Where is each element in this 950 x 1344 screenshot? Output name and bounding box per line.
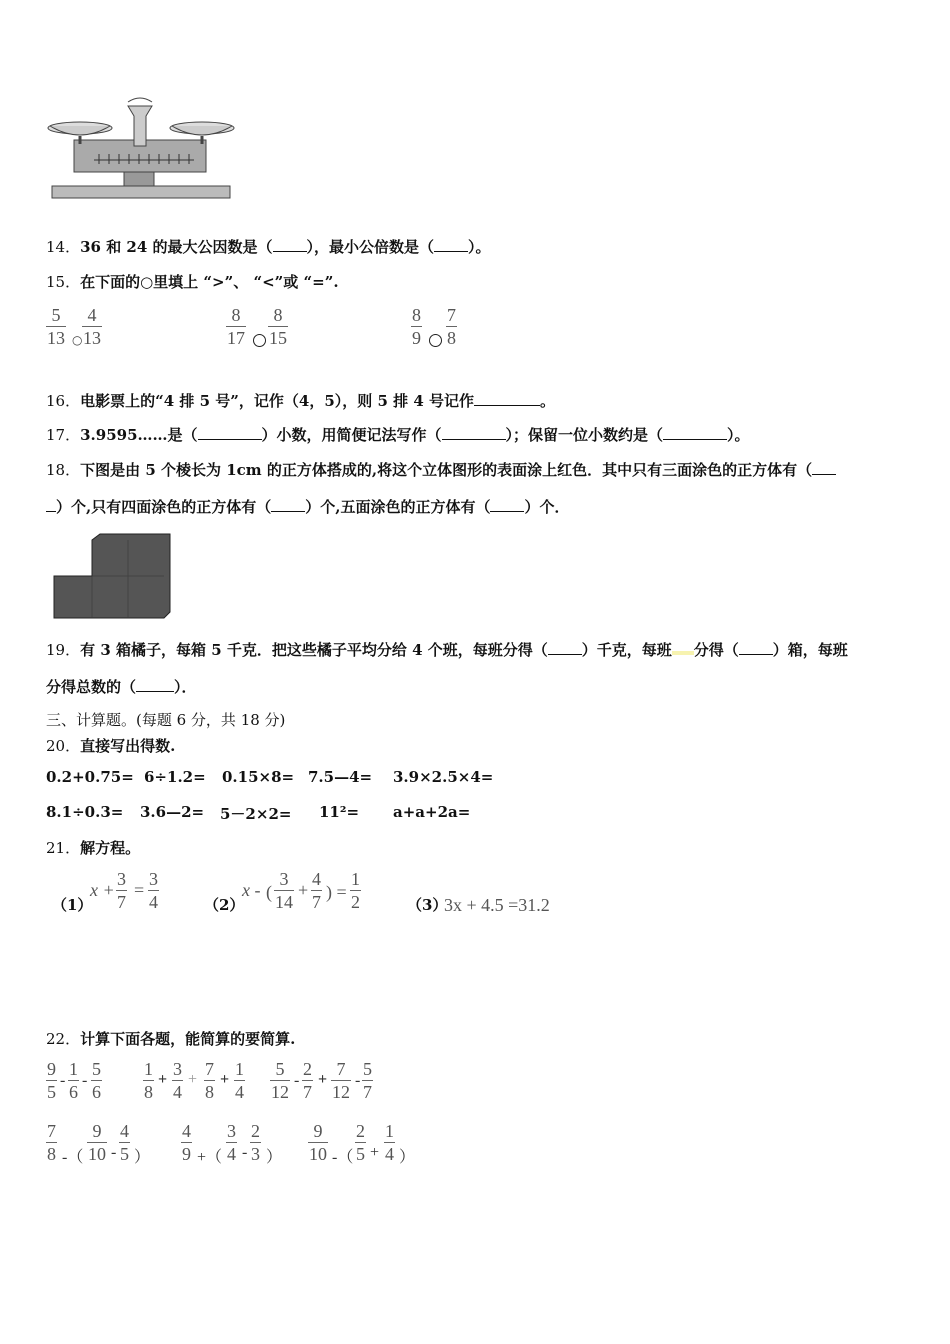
question-19-line-1: 19．有 3 箱橘子，每箱 5 千克．把这些橘子平均分给 4 个班，每班分得（ ）千克，每班 分得（ ）箱，每班 [46, 641, 848, 659]
operator: + [158, 1071, 168, 1088]
fraction: $\frac{3}{4}$ [173, 1059, 182, 1102]
answer-blank[interactable] [663, 426, 727, 440]
answer-blank[interactable] [273, 238, 307, 252]
calc-item: 5－2×2= [220, 805, 292, 823]
fraction: $\frac{3}{4}$ [149, 869, 158, 912]
compare-circle[interactable] [429, 334, 442, 347]
fraction: $\frac{8}{9}$ [412, 305, 421, 348]
fraction: $\frac{5}{12}$ [271, 1059, 289, 1102]
fraction: $\frac{3}{7}$ [117, 869, 126, 912]
fraction: $\frac{2}{7}$ [303, 1059, 312, 1102]
fraction: $\frac{7}{8}$ [205, 1059, 214, 1102]
operator: + [318, 1071, 328, 1088]
equation-label: （1） [52, 896, 93, 914]
fraction: $\frac{5}{6}$ [92, 1059, 101, 1102]
answer-blank[interactable] [548, 641, 582, 655]
calc-item: 0.2+0.75= [46, 768, 134, 786]
fraction: $\frac{7}{12}$ [332, 1059, 350, 1102]
calc-item: 3.9×2.5×4= [393, 768, 494, 786]
fraction: $\frac{1}{4}$ [385, 1121, 394, 1164]
compare-circle[interactable]: ○ [72, 333, 83, 347]
answer-blank[interactable] [271, 498, 305, 512]
question-20: 20．直接写出得数. [46, 737, 176, 755]
fraction: $\frac{1}{2}$ [351, 869, 360, 912]
question-19-line-2: 分得总数的（ ）． [46, 678, 197, 696]
fraction: $\frac{7}{8}$ [47, 1121, 56, 1164]
fraction: $\frac{4}{7}$ [312, 869, 321, 912]
question-14: 14．36 和 24 的最大公因数是（ ），最小公倍数是（ ）。 [46, 238, 491, 256]
question-18-line-2: ）个,只有四面涂色的正方体有（ ）个,五面涂色的正方体有（ ）个． [46, 496, 569, 517]
operator: + [220, 1071, 230, 1088]
answer-blank[interactable] [490, 498, 524, 512]
equation-term: x - [242, 880, 261, 900]
answer-blank[interactable] [136, 678, 174, 692]
answer-blank[interactable] [434, 238, 468, 252]
fraction: $\frac{2}{5}$ [356, 1121, 365, 1164]
answer-blank[interactable] [442, 426, 506, 440]
operator: - [82, 1072, 88, 1089]
equation-term: ( [266, 882, 272, 902]
fraction: $\frac{1}{8}$ [144, 1059, 153, 1102]
fraction: $\frac{9}{5}$ [47, 1059, 56, 1102]
operator: - [242, 1144, 248, 1161]
calc-item: 6÷1.2= [144, 768, 206, 786]
operator: + [370, 1144, 380, 1161]
fraction: $\frac{9}{10}$ [88, 1121, 106, 1164]
question-16: 16．电影票上的“4 排 5 号”，记作（4，5），则 5 排 4 号记作 。 [46, 392, 556, 410]
equation-3: 3x + 4.5 =31.2 [444, 895, 550, 915]
fraction: $\frac{9}{10}$ [309, 1121, 327, 1164]
answer-blank[interactable] [812, 461, 836, 475]
equation-term: ) = [326, 882, 347, 902]
operator: -（ [332, 1149, 354, 1166]
fraction: $\frac{8}{17}$ [227, 305, 245, 348]
equation-label: （2） [204, 896, 245, 914]
operator: -（ [62, 1149, 84, 1166]
equation-term: + [298, 880, 309, 900]
answer-blank[interactable] [46, 498, 56, 512]
equation-term: x + [90, 880, 115, 900]
fraction: $\frac{4}{9}$ [182, 1121, 191, 1164]
question-18-line-1: 18．下图是由 5 个棱长为 1cm 的正方体搭成的,将这个立体图形的表面涂上红色．其中只有三面涂色的正方体有（ [46, 459, 836, 480]
calc-item: a+a+2a= [393, 803, 471, 821]
equation-term: = [134, 880, 145, 900]
question-15: 15．在下面的○里填上 “>”、 “<”或 “=”. [46, 273, 339, 291]
fraction: $\frac{3}{4}$ [227, 1121, 236, 1164]
operator: + [188, 1071, 198, 1088]
answer-blank[interactable] [198, 426, 262, 440]
fraction: $\frac{3}{14}$ [275, 869, 293, 912]
calc-item: 3.6—2= [140, 803, 205, 821]
fraction: $\frac{4}{13}$ [83, 305, 101, 348]
compare-circle[interactable] [253, 334, 266, 347]
fraction: $\frac{7}{8}$ [447, 305, 456, 348]
fraction: $\frac{5}{7}$ [363, 1059, 372, 1102]
answer-blank[interactable] [474, 392, 540, 406]
operator: - [111, 1144, 117, 1161]
fraction: $\frac{1}{4}$ [235, 1059, 244, 1102]
answer-blank[interactable] [739, 641, 773, 655]
fraction: $\frac{8}{15}$ [269, 305, 287, 348]
fraction: $\frac{2}{3}$ [251, 1121, 260, 1164]
calc-item: 0.15×8= [222, 768, 295, 786]
calc-item: 7.5—4= [308, 768, 373, 786]
fraction: $\frac{4}{5}$ [120, 1121, 129, 1164]
operator: - [60, 1072, 66, 1089]
question-17: 17．3.9595……是（ ）小数，用简便记法写作（ ）；保留一位小数约是（ ）。 [46, 426, 750, 444]
question-22: 22．计算下面各题，能简算的要简算. [46, 1030, 296, 1048]
operator: ） [266, 1149, 283, 1166]
question-21: 21．解方程。 [46, 839, 141, 857]
operator: - [355, 1072, 361, 1089]
fraction: $\frac{1}{6}$ [69, 1059, 78, 1102]
fraction: $\frac{5}{13}$ [47, 305, 65, 348]
operator: ） [134, 1149, 151, 1166]
operator: +（ [197, 1149, 223, 1166]
cube-figure [52, 532, 174, 620]
equation-label: （3） [407, 896, 448, 914]
highlight-mark [672, 651, 694, 655]
operator: - [294, 1072, 300, 1089]
calc-item: 11²= [319, 803, 360, 821]
section-heading: 三、计算题。(每题 6 分，共 18 分) [46, 711, 286, 729]
balance-scale-illustration [44, 96, 240, 206]
operator: ） [399, 1149, 416, 1166]
calc-item: 8.1÷0.3= [46, 803, 124, 821]
